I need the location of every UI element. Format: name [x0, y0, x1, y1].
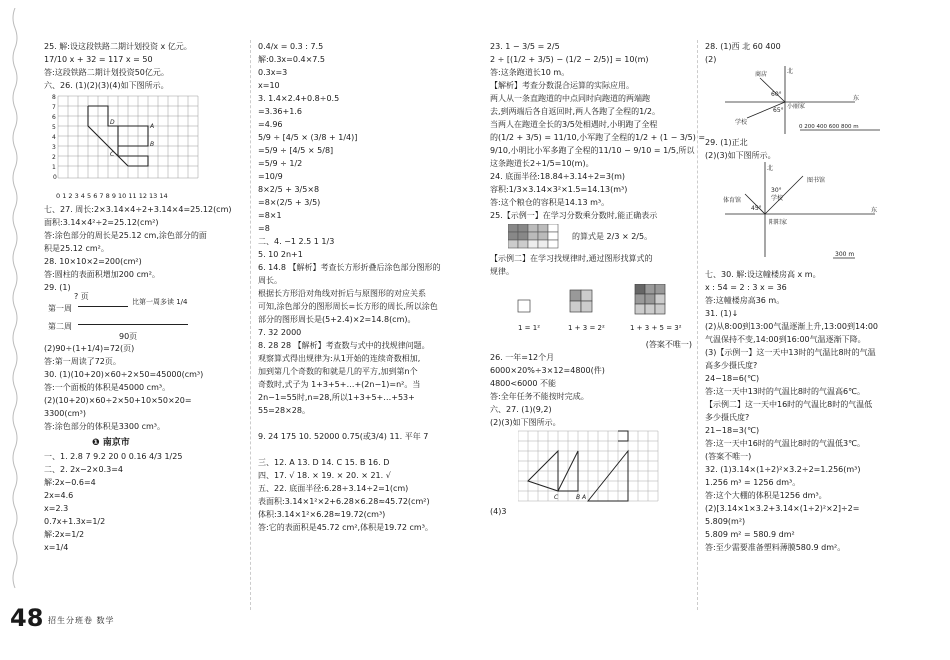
fraction-figure — [490, 222, 692, 252]
map2-scale: 300 m — [835, 251, 855, 258]
direction-map-2 — [705, 162, 910, 268]
answer-line: (2)(10+20)×60÷2×50+10×50×20= — [44, 396, 192, 405]
map2-angle1: 30° — [771, 187, 782, 194]
map2-angle2: 45° — [751, 205, 762, 212]
answer-line: 解:2x=1/2 — [44, 530, 85, 539]
answer-line: 21−18=3(℃) — [705, 426, 760, 435]
col3-lines-bottom — [490, 351, 692, 429]
svg-text:6: 6 — [52, 114, 56, 121]
map2-gym: 体育馆 — [723, 197, 742, 204]
svg-text:5: 5 — [52, 124, 56, 131]
answer-line: 当两人在跑道全长的3/5处相遇时,小明跑了全程 — [490, 120, 658, 129]
map2-home: 阳阳家 — [769, 219, 788, 226]
transform-grid — [518, 429, 668, 503]
point-label-a: A — [582, 494, 587, 501]
svg-text:C: C — [110, 151, 115, 158]
answer-line: 三、12. A 13. D 14. C 15. B 16. D — [258, 458, 390, 467]
svg-text:3: 3 — [52, 144, 56, 151]
region-heading: ❶ 南京市 — [92, 438, 130, 448]
book-brand: 招生分班卷 数学 — [48, 616, 115, 625]
answer-line: =5/9 ÷ 1/2 — [258, 159, 303, 168]
svg-text:0: 0 — [53, 174, 57, 181]
answer-line: 28. (1)西 北 60 400 — [705, 42, 781, 51]
answer-line: 答:一个面板的体积是45000 cm³。 — [44, 383, 171, 392]
answer-line: 答:这一天中16时的气温比8时的气温低3℃。 — [705, 439, 866, 448]
answer-line: 五、22. 底面半径:6.28÷3.14÷2=1(cm) — [258, 484, 409, 493]
answer-line: 【解析】考查分数混合运算的实际应用。 — [490, 81, 634, 90]
answer-line: 5/9 ÷ [4/5 × (3/8 + 1/4)] — [258, 133, 358, 142]
answer-line: 解:0.3x=0.4×7.5 — [258, 55, 326, 64]
map1-school: 学校 — [735, 119, 748, 126]
coordinate-grid-figure — [44, 92, 240, 190]
answer-line: 29. (1)正北 — [705, 138, 748, 147]
column-divider — [697, 40, 698, 610]
answer-line: 这条跑道长2÷1/5=10(m)。 — [490, 159, 594, 168]
square-pattern-figure — [490, 278, 692, 338]
answer-line: 28. 10×10×2=200(cm²) — [44, 257, 142, 266]
pattern-caption-1: 1 = 1² — [518, 324, 541, 332]
answer-line: 6000×20%÷3×12=4800(件) — [490, 366, 605, 375]
answer-line: 8×2/5 + 3/5×8 — [258, 185, 320, 194]
svg-text:B: B — [150, 141, 155, 148]
answer-line: 25. 解:设这段铁路二期计划投资 x 亿元。 — [44, 42, 192, 51]
answer-line: 表面积:3.14×1²×2+6.28×6.28≈45.72(cm²) — [258, 497, 430, 506]
answer-line: =8×(2/5 + 3/5) — [258, 198, 321, 207]
answer-line: =8 — [258, 224, 270, 233]
answer-line: 根据长方形沿对角线对折后与原图形的对应关系 — [258, 289, 426, 298]
answer-line: 3. 1.4×2.4+0.8÷0.5 — [258, 94, 340, 103]
answer-line: 去,到两端后各自返回时,两人各跑了全程的1/2。 — [490, 107, 660, 116]
answer-line — [258, 417, 458, 430]
map1-angle2: 65° — [773, 107, 784, 114]
answer-line: 7. 32 2000 — [258, 328, 302, 337]
answer-line: 答:这幢楼房高36 m。 — [705, 296, 785, 305]
week1-bar — [78, 306, 128, 307]
col4-lines-bottom — [705, 268, 910, 554]
answer-line: 奇数时,式子为 1+3+5+…+(2n−1)=n²。当 — [258, 380, 421, 389]
page-number: 48 — [10, 604, 44, 632]
answer-line: 答:这一天中13时的气温比8时的气温高6℃。 — [705, 387, 866, 396]
answer-line: 的(1/2 + 3/5) = 11/10,小军跑了全程的1/2 + (1 − 3/5) = — [490, 133, 706, 142]
answer-line: 24. 底面半径:18.84÷3.14÷2=3(m) — [490, 172, 625, 181]
answer-line: 【示例二】这一天中16时的气温比8时的气温低 — [705, 400, 873, 409]
answer-line: (2) — [705, 55, 717, 64]
answer-line: 加到第几个奇数的和就是几的平方,加到第n个 — [258, 367, 418, 376]
answer-line: 答:它的表面积是45.72 cm²,体积是19.72 cm³。 — [258, 523, 433, 532]
answer-line: 积是25.12 cm²。 — [44, 244, 109, 253]
col1-lines-middle — [44, 203, 240, 294]
map2-east: 东 — [871, 207, 878, 214]
answer-line: 观察算式得出规律为:从1开始的连续奇数相加, — [258, 354, 421, 363]
answer-line: 二、2. 2x−2×0.3=4 — [44, 465, 124, 474]
answer-not-unique-note: (答案不唯一) — [645, 340, 692, 349]
answer-line: 面积:3.14×4²÷2=25.12(cm²) — [44, 218, 159, 227]
answer-column-2 — [258, 40, 458, 534]
answer-line: 六、27. (1)(9,2) — [490, 405, 552, 414]
map2-school: 学校 — [771, 195, 784, 202]
answer-line: 0.7x+1.3x=1/2 — [44, 517, 106, 526]
svg-text:A: A — [150, 123, 155, 130]
answer-line: 1.256 m³ = 1256 dm³。 — [705, 478, 801, 487]
week-total-label: 90页 — [119, 332, 138, 341]
answer-line: =3.36+1.6 — [258, 107, 302, 116]
answer-line: (2)[3.14×1×3.2+3.14×(1÷2)²×2]÷2= — [705, 504, 860, 513]
page-fold-edge — [10, 8, 20, 608]
grid-x-axis-labels: 0 1 2 3 4 5 6 7 8 9 10 11 12 13 14 — [56, 192, 168, 200]
answer-line — [258, 443, 458, 456]
answer-line: 答:第一周读了72页。 — [44, 357, 121, 366]
answer-line: (2)(3)如下图所示。 — [705, 151, 776, 160]
answer-line: 四、17. √ 18. × 19. × 20. × 21. √ — [258, 471, 391, 480]
answer-line: 多少摄氏度? — [705, 413, 750, 422]
answer-line: 24−18=6(℃) — [705, 374, 760, 383]
answer-line: x=10 — [258, 81, 280, 90]
answer-line: 两人从一条直跑道的中点同时向跑道的两端跑 — [490, 94, 650, 103]
answer-line: 七、27. 周长:2×3.14×4÷2+3.14×4=25.12(cm) — [44, 205, 232, 214]
answer-line: 答:至少需要准备塑料薄膜580.9 dm²。 — [705, 543, 846, 552]
answer-line: 高多少摄氏度? — [705, 361, 758, 370]
fraction-expression: 的算式是 2/3 × 2/5。 — [572, 232, 653, 241]
answer-line: 二、4. −1 2.5 1 1/3 — [258, 237, 335, 246]
map1-east: 东 — [853, 95, 860, 102]
answer-line: 25.【示例一】在学习分数乘分数时,能正确表示 — [490, 211, 658, 220]
pattern-caption-3: 1 + 3 + 5 = 3² — [630, 324, 682, 332]
col4-lines-top — [705, 40, 910, 66]
answer-line: 55=28×28。 — [258, 406, 310, 415]
answer-line: 32. (1)3.14×(1÷2)²×3.2÷2=1.256(m³) — [705, 465, 861, 474]
answer-line: 解:2x−0.6=4 — [44, 478, 96, 487]
square-pattern — [510, 284, 710, 324]
week-question-label: ? 页 — [74, 292, 89, 301]
example-2-line: 【示例二】在学习找规律时,通过图形找算式的 — [490, 254, 653, 263]
answer-line: (3)【示例一】这一天中13时的气温比8时的气温 — [705, 348, 876, 357]
answer-line: =10/9 — [258, 172, 283, 181]
map1-scale: 0 200 400 600 800 m — [799, 124, 859, 130]
answer-line: 5. 10 2n+1 — [258, 250, 303, 259]
answer-line: =8×1 — [258, 211, 282, 220]
col1-lines-tail — [44, 342, 240, 433]
answer-line: 30. (1)(10+20)×60÷2×50=45000(cm³) — [44, 370, 204, 379]
answer-line: 9/10,小明比小军多跑了全程的11/10 − 9/10 = 1/5,所以 — [490, 146, 695, 155]
answer-line: 可知,涂色部分的图形周长=长方形的周长,所以涂色 — [258, 302, 438, 311]
map2-library: 图书馆 — [807, 177, 826, 184]
answer-line: 答:这条跑道长10 m。 — [490, 68, 570, 77]
week1-label: 第一周 — [48, 304, 72, 313]
answer-line: 答:圆柱的表面积增加200 cm²。 — [44, 270, 160, 279]
col1-lines-top — [44, 40, 240, 92]
answer-line: 一、1. 2.8 7 9.2 20 0 0.16 4/3 1/25 — [44, 452, 183, 461]
map1-shop: 商店 — [755, 71, 768, 78]
map1-angle1: 60° — [771, 91, 782, 98]
line-segment-figure — [44, 294, 240, 342]
q27-part4: (4)3 — [490, 507, 507, 516]
answer-line: 答:这段铁路二期计划投资50亿元。 — [44, 68, 169, 77]
map2-north: 北 — [767, 165, 774, 172]
answer-line: 气温保持不变,14:00到16:00气温逐渐下降。 — [705, 335, 866, 344]
answer-line: x=1/4 — [44, 543, 69, 552]
answer-line: 9. 24 175 10. 52000 0.75(或3/4) 11. 平年 7 — [258, 432, 429, 441]
answer-line: 六、26. (1)(2)(3)(4)如下图所示。 — [44, 81, 169, 90]
col2-lines — [258, 40, 458, 534]
answer-line: 5.809 m² = 580.9 dm² — [705, 530, 795, 539]
col4-lines-middle — [705, 136, 910, 162]
svg-text:D: D — [110, 119, 115, 126]
example-2-cont: 规律。 — [490, 267, 514, 276]
answer-line: 26. 一年=12个月 — [490, 353, 555, 362]
answer-line: 体积:3.14×1²×6.28≈19.72(cm³) — [258, 510, 386, 519]
answer-column-4 — [705, 40, 910, 554]
answer-line: 答:这个粮仓的容积是14.13 m³。 — [490, 198, 610, 207]
answer-line: 2 ÷ [(1/2 + 3/5) − (1/2 − 2/5)] = 10(m) — [490, 55, 649, 64]
answer-line: 周长。 — [258, 276, 282, 285]
svg-text:8: 8 — [52, 94, 56, 101]
map2-graphic — [705, 162, 905, 268]
answer-line: 七、30. 解:设这幢楼房高 x m。 — [705, 270, 821, 279]
answer-line: 0.3x=3 — [258, 68, 288, 77]
answer-line: x : 54 = 2 : 3 x = 36 — [705, 283, 787, 292]
answer-line: x=2.3 — [44, 504, 69, 513]
col3-lines-top — [490, 40, 706, 222]
point-label-c: C — [554, 494, 559, 501]
answer-line: 29. (1) — [44, 283, 71, 292]
answer-line: 3300(cm³) — [44, 409, 86, 418]
answer-column-1 — [44, 40, 240, 554]
answer-line: (2)90÷(1+1/4)=72(页) — [44, 344, 135, 353]
grid-graphic — [44, 92, 214, 190]
answer-line: 容积:1/3×3.14×3²×1.5=14.13(m³) — [490, 185, 628, 194]
answer-line: 6. 14.8 【解析】考查长方形折叠后涂色部分图形的 — [258, 263, 441, 272]
answer-line: 2n−1=55时,n=28,所以1+3+5+…+53+ — [258, 393, 415, 402]
answer-line: 答:涂色部分的体积是3300 cm³。 — [44, 422, 165, 431]
pattern-caption-2: 1 + 3 = 2² — [568, 324, 605, 332]
fraction-grid — [508, 224, 568, 250]
map1-graphic — [705, 66, 905, 136]
svg-text:7: 7 — [52, 104, 56, 111]
col1-region-lines — [44, 450, 240, 554]
direction-map-1 — [705, 66, 910, 136]
map1-north: 北 — [787, 68, 794, 75]
week2-bar — [78, 324, 188, 325]
point-label-b: B — [576, 494, 581, 501]
answer-line: (2)从8:00到13:00气温逐渐上升,13:00到14:00 — [705, 322, 879, 331]
answer-line: 4800<6000 不能 — [490, 379, 556, 388]
answer-line: 5.809(m²) — [705, 517, 746, 526]
answer-column-3 — [490, 40, 706, 518]
answer-line: =4.96 — [258, 120, 283, 129]
answer-line: 17/10 x + 32 = 117 x = 50 — [44, 55, 153, 64]
column-divider — [250, 40, 251, 610]
map1-home: 小丽家 — [787, 103, 806, 110]
week-more-label: 比第一周多读 1/4 — [132, 298, 188, 306]
answer-line: (2)(3)如下图所示。 — [490, 418, 561, 427]
answer-line: 答:这个大棚的体积是1256 dm³。 — [705, 491, 827, 500]
answer-line: 0.4/x = 0.3 : 7.5 — [258, 42, 324, 51]
week2-label: 第二周 — [48, 322, 72, 331]
answer-line: (答案不唯一) — [705, 452, 752, 461]
svg-text:2: 2 — [52, 154, 56, 161]
svg-text:1: 1 — [52, 164, 56, 171]
svg-text:4: 4 — [52, 134, 56, 141]
answer-line: 31. (1)↓ — [705, 309, 739, 318]
answer-line: =5/9 ÷ [4/5 × 5/8] — [258, 146, 334, 155]
answer-line: 23. 1 − 3/5 = 2/5 — [490, 42, 560, 51]
answer-line: 部分的图形周长是(5+2.4)×2=14.8(cm)。 — [258, 315, 416, 324]
answer-line: 答:全年任务不能按时完成。 — [490, 392, 589, 401]
answer-line: 8. 28 28 【解析】考查数与式中的找规律问题。 — [258, 341, 430, 350]
answer-line: 答:涂色部分的周长是25.12 cm,涂色部分的面 — [44, 231, 207, 240]
transform-grid-figure — [490, 429, 692, 505]
answer-line: 2x=4.6 — [44, 491, 74, 500]
